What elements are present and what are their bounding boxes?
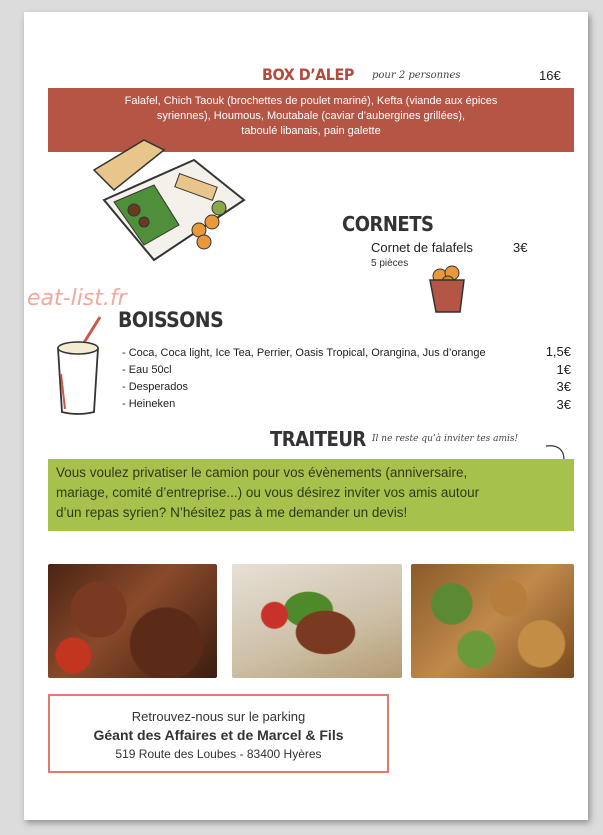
drink-price: 1€ xyxy=(556,361,571,377)
traiteur-note: Il ne reste qu’à inviter tes amis! xyxy=(372,434,519,444)
box-description-line: syriennes), Houmous, Moutabale (caviar d’aubergines grillées), xyxy=(156,110,466,122)
box-title: BOX D’ALEP xyxy=(262,65,354,84)
drink-cup-illustration xyxy=(52,314,107,419)
cornets-title: CORNETS xyxy=(342,212,434,236)
pastries-photo xyxy=(411,564,574,678)
drink-item: - Coca, Coca light, Ice Tea, Perrier, Oasis Tropical, Orangina, Jus d’orange xyxy=(122,347,486,359)
traiteur-line: d’un repas syrien? N’hésitez pas à me demander un devis! xyxy=(56,505,408,520)
menu-page xyxy=(24,12,588,820)
grilled-meat-photo xyxy=(48,564,217,678)
drink-item: - Desperados xyxy=(122,381,189,393)
drink-item: - Eau 50cl xyxy=(122,364,172,376)
box-description-line: taboulé libanais, pain galette xyxy=(241,125,381,137)
traiteur-description xyxy=(48,459,574,531)
address-line-3: 519 Route des Loubes - 83400 Hyères xyxy=(115,747,322,761)
traiteur-line: Vous voulez privatiser le camion pour vos évènements (anniversaire, xyxy=(56,465,468,480)
cornet-detail: 5 pièces xyxy=(371,258,409,269)
drink-price: 3€ xyxy=(556,396,571,412)
cornet-illustration xyxy=(422,262,472,317)
address-box xyxy=(48,694,389,773)
watermark: eat-list.fr xyxy=(27,286,127,311)
drink-price: 3€ xyxy=(556,379,571,394)
cornet-price: 3€ xyxy=(513,240,528,255)
wrap-sandwich-photo xyxy=(232,564,402,678)
traiteur-title: TRAITEUR xyxy=(270,427,366,451)
address-line-2: Géant des Affaires et de Marcel & Fils xyxy=(93,727,344,743)
address-line-1: Retrouvez-nous sur le parking xyxy=(131,709,306,724)
box-subtitle: pour 2 personnes xyxy=(372,70,461,81)
drink-price: 1,5€ xyxy=(545,344,571,359)
drink-prices xyxy=(529,343,571,413)
cornet-item: Cornet de falafels xyxy=(371,240,473,255)
box-description-line: Falafel, Chich Taouk (brochettes de poulet mariné), Kefta (viande aux épices xyxy=(124,95,498,107)
traiteur-line: mariage, comité d’entreprise...) ou vous désirez inviter vos amis autour xyxy=(56,485,480,500)
drink-item: - Heineken xyxy=(122,398,176,410)
drinks-list xyxy=(122,345,486,413)
box-price: 16€ xyxy=(539,68,561,83)
boissons-title: BOISSONS xyxy=(118,308,224,332)
food-box-illustration xyxy=(84,130,254,280)
